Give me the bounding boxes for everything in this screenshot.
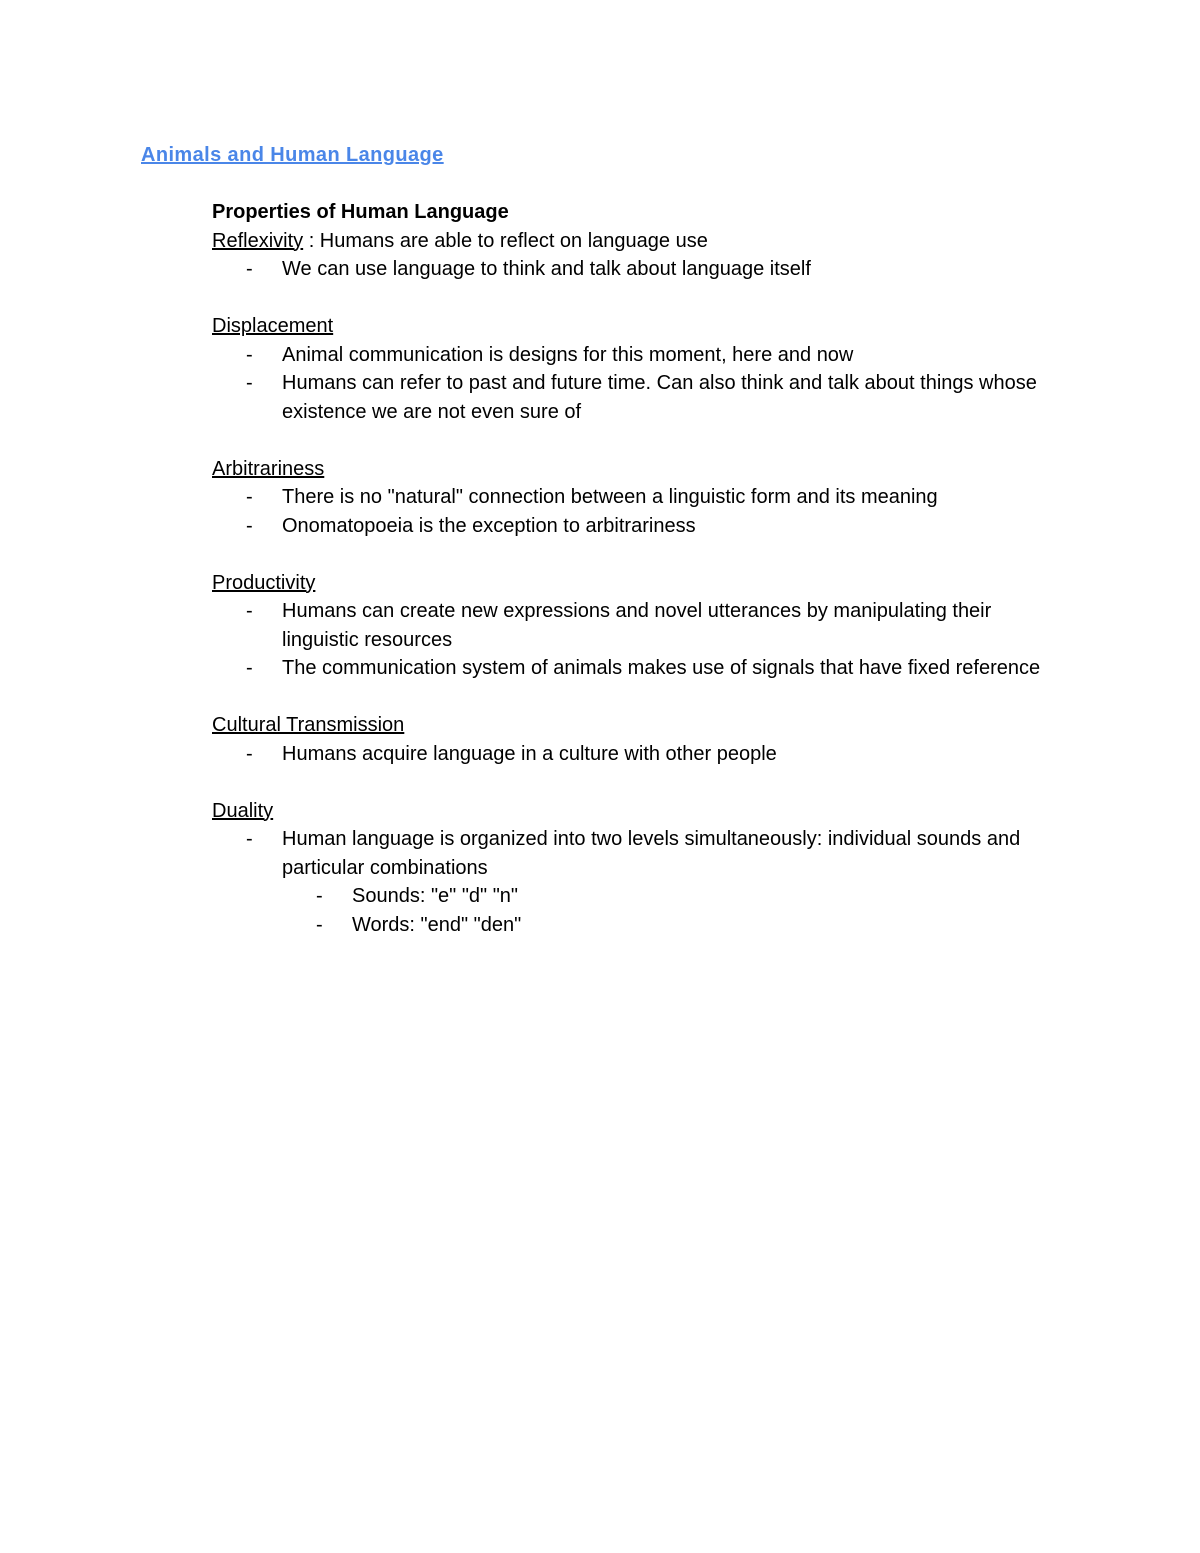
document-body xyxy=(212,198,1072,939)
bullet-item xyxy=(212,654,1072,683)
section-heading: Reflexivity xyxy=(212,229,304,252)
bullet-item xyxy=(212,512,1072,541)
section-arbitrariness xyxy=(212,455,1072,541)
section-heading-line xyxy=(212,569,1072,598)
bullet-list xyxy=(212,740,1072,769)
section-heading-line xyxy=(212,711,1072,740)
dash-marker: - xyxy=(246,742,253,765)
section-productivity xyxy=(212,569,1072,683)
bullet-list xyxy=(212,341,1072,427)
bullet-text: Animal communication is designs for this moment, here and now xyxy=(282,343,854,366)
section-heading-line xyxy=(212,227,1072,256)
section-heading-line xyxy=(212,312,1072,341)
section-heading-line xyxy=(212,455,1072,484)
dash-marker: - xyxy=(246,600,253,622)
section-heading: Duality xyxy=(212,799,274,822)
bullet-item xyxy=(212,597,1072,654)
dash-marker: - xyxy=(246,657,253,679)
sub-bullet-list xyxy=(282,882,1072,939)
bullet-item xyxy=(212,255,1072,284)
bullet-list xyxy=(212,597,1072,683)
sub-bullet-item xyxy=(212,911,1072,940)
bullet-item xyxy=(212,740,1072,769)
dash-marker: - xyxy=(246,372,253,394)
dash-marker: - xyxy=(246,828,253,850)
document-title: Animals and Human Language xyxy=(141,144,444,166)
dash-marker: - xyxy=(316,913,323,936)
bullet-item xyxy=(212,341,1072,370)
bullet-list xyxy=(212,255,1072,284)
bullet-text: Human language is organized into two levels simultaneously: individual sounds and particular combinations xyxy=(282,828,1021,879)
section-heading-line xyxy=(212,797,1072,826)
section-heading: Displacement xyxy=(212,315,334,337)
section-duality xyxy=(212,797,1072,940)
bullet-text: Humans can create new expressions and novel utterances by manipulating their linguistic resources xyxy=(282,600,992,651)
bullet-text: The communication system of animals makes use of signals that have fixed reference xyxy=(282,657,1041,679)
bullet-text: Onomatopoeia is the exception to arbitrariness xyxy=(282,514,696,537)
bullet-item xyxy=(212,369,1072,426)
sub-bullet-text: Sounds: "e" "d" "n" xyxy=(352,885,519,907)
section-heading: Cultural Transmission xyxy=(212,714,405,736)
dash-marker: - xyxy=(246,343,253,366)
section-heading-suffix: : Humans are able to reflect on language use xyxy=(303,229,708,252)
dash-marker: - xyxy=(246,486,253,508)
bullet-item xyxy=(212,483,1072,512)
bullet-list xyxy=(212,825,1072,882)
bullet-text: Humans acquire language in a culture with other people xyxy=(282,742,777,765)
section-displacement xyxy=(212,312,1072,426)
section-heading: Productivity xyxy=(212,571,316,594)
bullet-list xyxy=(212,483,1072,540)
dash-marker: - xyxy=(246,514,253,537)
bullet-text: There is no "natural" connection between a linguistic form and its meaning xyxy=(282,486,938,508)
bullet-text: We can use language to think and talk about language itself xyxy=(282,258,811,280)
section-cultural-transmission xyxy=(212,711,1072,768)
section-reflexivity xyxy=(212,227,1072,284)
sub-bullet-text: Words: "end" "den" xyxy=(352,913,522,936)
dash-marker: - xyxy=(246,258,253,280)
dash-marker: - xyxy=(316,885,323,907)
sub-bullet-item xyxy=(212,882,1072,911)
subtitle: Properties of Human Language xyxy=(212,201,509,223)
bullet-item xyxy=(212,825,1072,882)
bullet-text: Humans can refer to past and future time. Can also think and talk about things whose existence we are not even sure of xyxy=(282,372,1037,423)
section-heading: Arbitrariness xyxy=(212,457,325,480)
